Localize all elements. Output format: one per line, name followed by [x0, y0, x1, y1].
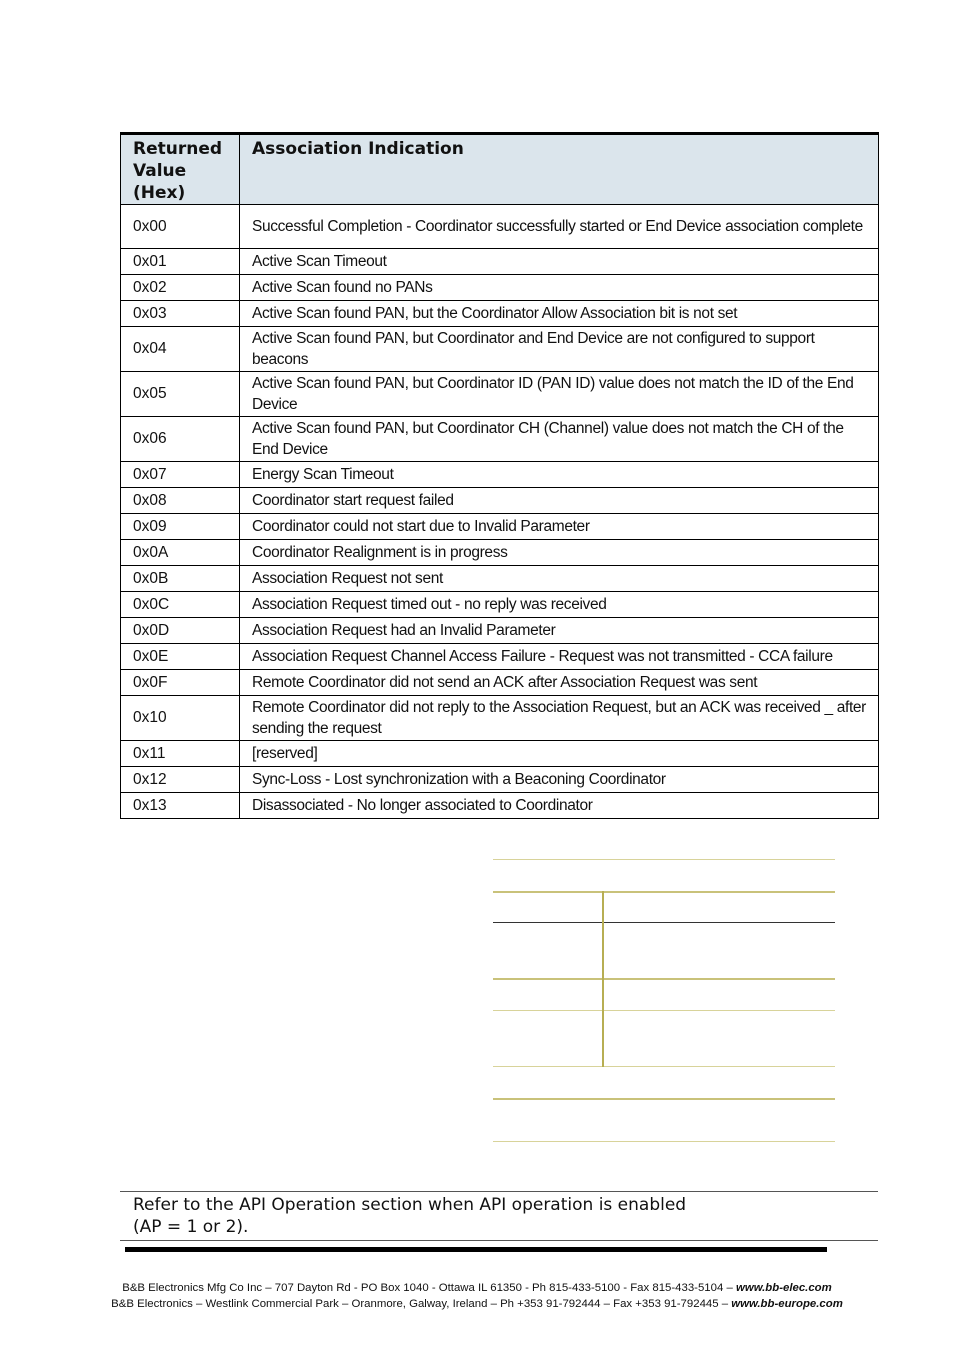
table-row [121, 327, 879, 372]
indication-cell [240, 566, 879, 592]
table-row [121, 767, 879, 793]
footer-address-us: B&B Electronics Mfg Co Inc – 707 Dayton Rd - PO Box 1040 - Ottawa IL 61350 - Ph 815-433-5100 - Fax 815-433-5104 – [122, 1282, 736, 1294]
indication-text: Coordinator start request failed [252, 491, 454, 509]
header-line: (Hex) [133, 183, 186, 203]
hex-code-cell: 0x13 [121, 793, 240, 819]
indication-text: Active Scan Timeout [252, 252, 387, 270]
table-row [121, 566, 879, 592]
indication-text: Remote Coordinator did not reply to the Association Request, but an ACK was received _ after sending the request [252, 699, 866, 737]
table-row [121, 592, 879, 618]
table-row [121, 670, 879, 696]
indication-text: Active Scan found PAN, but the Coordinator Allow Association bit is not set [252, 304, 738, 322]
api-note-line1: Refer to the API Operation section when API operation is enabled [133, 1195, 687, 1215]
indication-cell [240, 514, 879, 540]
hex-code-cell: 0x10 [121, 696, 240, 741]
indication-text: Energy Scan Timeout [252, 465, 394, 483]
indication-text: Association Request not sent [252, 569, 443, 587]
header-association-indication: Association Indication [240, 134, 879, 205]
api-note [133, 1194, 833, 1238]
indication-text: Association Request timed out - no reply was received [252, 595, 607, 613]
footer-link-bb-europe[interactable]: www.bb-europe.com [731, 1298, 843, 1310]
indication-cell [240, 696, 879, 741]
hex-code-cell: 0x03 [121, 301, 240, 327]
indication-text: Association Request had an Invalid Parameter [252, 621, 556, 639]
hex-code-cell: 0x0A [121, 540, 240, 566]
table-row [121, 205, 879, 249]
hex-code-cell: 0x08 [121, 488, 240, 514]
indication-text: Association Request Channel Access Failure - Request was not transmitted - CCA failure [252, 647, 833, 665]
hex-code-cell: 0x05 [121, 372, 240, 417]
hex-code-cell: 0x07 [121, 462, 240, 488]
table-row [121, 372, 879, 417]
hex-code-cell: 0x0F [121, 670, 240, 696]
table-row [121, 249, 879, 275]
hex-code-cell: 0x00 [121, 205, 240, 249]
hex-code-cell: 0x11 [121, 741, 240, 767]
hex-code-cell: 0x0C [121, 592, 240, 618]
table-row [121, 488, 879, 514]
indication-text: Active Scan found no PANs [252, 278, 433, 296]
api-note-line2: (AP = 1 or 2). [133, 1217, 249, 1237]
header-line: Value [133, 161, 187, 181]
indication-cell [240, 205, 879, 249]
indication-cell [240, 540, 879, 566]
hex-code-cell: 0x0E [121, 644, 240, 670]
hex-code-cell: 0x12 [121, 767, 240, 793]
table-row [121, 417, 879, 462]
hex-code-cell: 0x06 [121, 417, 240, 462]
table-header-row [121, 134, 879, 205]
indication-text: Sync-Loss - Lost synchronization with a Beaconing Coordinator [252, 770, 666, 788]
indication-text: [reserved] [252, 744, 318, 762]
indication-cell [240, 417, 879, 462]
table-row [121, 696, 879, 741]
header-line: Returned [133, 139, 223, 159]
indication-cell [240, 249, 879, 275]
association-indication-table [120, 132, 879, 819]
indication-cell [240, 767, 879, 793]
indication-cell [240, 793, 879, 819]
header-returned-value [121, 134, 240, 205]
indication-cell [240, 488, 879, 514]
table-row [121, 644, 879, 670]
indication-cell [240, 327, 879, 372]
indication-text: Active Scan found PAN, but Coordinator ID (PAN ID) value does not match the ID of the End Device [252, 375, 854, 413]
indication-text: Disassociated - No longer associated to Coordinator [252, 796, 593, 814]
hex-code-cell: 0x04 [121, 327, 240, 372]
hex-code-cell: 0x01 [121, 249, 240, 275]
indication-text: Coordinator could not start due to Invalid Parameter [252, 517, 590, 535]
indication-cell [240, 275, 879, 301]
table-row [121, 793, 879, 819]
table-row [121, 514, 879, 540]
indication-cell [240, 462, 879, 488]
indication-text: Active Scan found PAN, but Coordinator and End Device are not configured to support beacons [252, 330, 815, 368]
indication-cell [240, 618, 879, 644]
indication-cell [240, 670, 879, 696]
hex-code-cell: 0x0B [121, 566, 240, 592]
indication-cell [240, 301, 879, 327]
table-row [121, 301, 879, 327]
footer-divider [125, 1247, 827, 1252]
footer-link-bb-elec[interactable]: www.bb-elec.com [735, 1282, 832, 1294]
indication-cell [240, 644, 879, 670]
indication-text: Remote Coordinator did not send an ACK after Association Request was sent [252, 673, 758, 691]
indication-text: Coordinator Realignment is in progress [252, 543, 508, 561]
table-row [121, 618, 879, 644]
table-row [121, 275, 879, 301]
footer-address-europe: B&B Electronics – Westlink Commercial Park – Oranmore, Galway, Ireland – Ph +353 91-792444 – Fax +353 91-792445 – [111, 1298, 732, 1310]
indication-cell [240, 372, 879, 417]
hex-code-cell: 0x0D [121, 618, 240, 644]
table-row [121, 462, 879, 488]
footer-line-europe [90, 1297, 864, 1312]
footer-line-us [90, 1281, 864, 1296]
hex-code-cell: 0x02 [121, 275, 240, 301]
indication-cell [240, 741, 879, 767]
indication-text: Active Scan found PAN, but Coordinator CH (Channel) value does not match the CH of the End Device [252, 420, 844, 458]
table-row [121, 540, 879, 566]
hex-code-cell: 0x09 [121, 514, 240, 540]
table-row [121, 741, 879, 767]
indication-cell [240, 592, 879, 618]
indication-text: Successful Completion - Coordinator successfully started or End Device association complete [252, 217, 863, 235]
